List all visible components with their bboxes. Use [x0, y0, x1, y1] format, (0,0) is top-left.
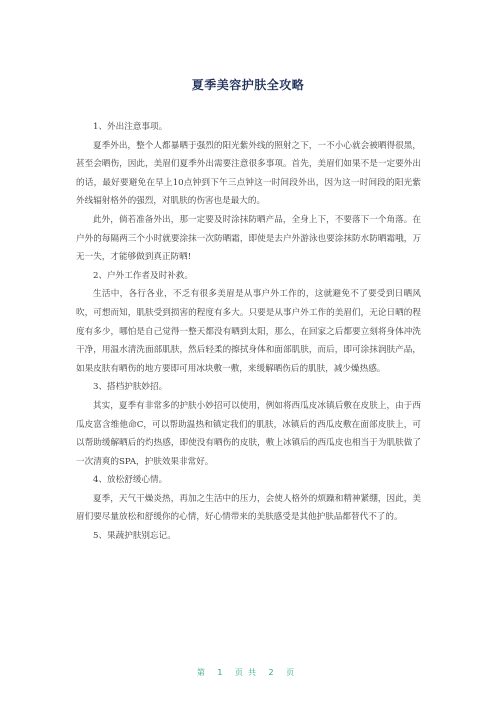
section-heading: 3、搭档护肤妙招。 — [93, 382, 168, 393]
document-title: 夏季美容护肤全攻略 — [191, 78, 305, 92]
body-paragraph: 夏季，天气干燥炎热，再加之生活中的压力，会使人格外的烦躁和精神紧绷，因此，美眉们要尽量放松和舒缓你的心情，好心情带来的美肤感受是其他护肤品都替代不了的。 — [76, 493, 421, 523]
body-paragraph: 生活中，各行各业，不乏有很多美眉是从事户外工作的，这就避免不了要受到日晒风吹，可想而知，肌肤受到损害的程度有多大。只要是从事户外工作的美眉们，无论日晒的程度有多少，哪怕是自己觉得一整天都没有晒到太阳，那么，在回家之后都要立刻将身体冲洗干净，用温水清洗面部肌肤，然后轻柔的擦拭身体和面部肌肤，而后，即可涂抹润肤产品，如果皮肤有晒伤的地方要即可用冰块敷一敷，来缓解晒伤后的肌肤，减少燥热感。 — [76, 289, 421, 374]
section-heading: 4、放松舒缓心情。 — [93, 475, 168, 486]
section-heading: 5、果蔬护肤别忘记。 — [93, 531, 176, 542]
document-body — [76, 118, 421, 546]
body-paragraph: 此外，倘若准备外出，那一定要及时涂抹防晒产品，全身上下，不要落下一个角落。在户外的每隔两三个小时就要涂抹一次防晒霜，即使是去户外游泳也要涂抹防水防晒霜哦，万无一失，才能够做到真正防晒! — [76, 214, 421, 263]
section-heading: 1、外出注意事项。 — [93, 122, 168, 132]
page-footer: 第 1 页共 2 页 — [196, 668, 300, 677]
section-heading: 2、户外工作者及时补救。 — [93, 270, 193, 281]
body-paragraph: 夏季外出，整个人都暴晒于强烈的阳光紫外线的照射之下，一不小心就会被晒得很黑，甚至会晒伤，因此，美眉们夏季外出需要注意很多事项。首先，美眉们如果不是一定要外出的话，最好要避免在早上10点钟到下午三点钟这一时间段外出，因为这一时间段的阳光紫外线辐射格外的强烈，对肌肤的伤害也是最大的。 — [76, 140, 421, 207]
body-paragraph: 其实，夏季有非常多的护肤小妙招可以使用，例如将西瓜皮冰镇后敷在皮肤上，由于西瓜皮富含维他命C，可以帮助温热和镇定我们的肌肤，冰镇后的西瓜皮敷在面部皮肤上，可以帮助缓解晒后的灼热感，即使没有晒伤的皮肤，敷上冰镇后的西瓜皮也相当于为肌肤做了一次清爽的SPA，护肤效果非常好。 — [76, 400, 421, 467]
